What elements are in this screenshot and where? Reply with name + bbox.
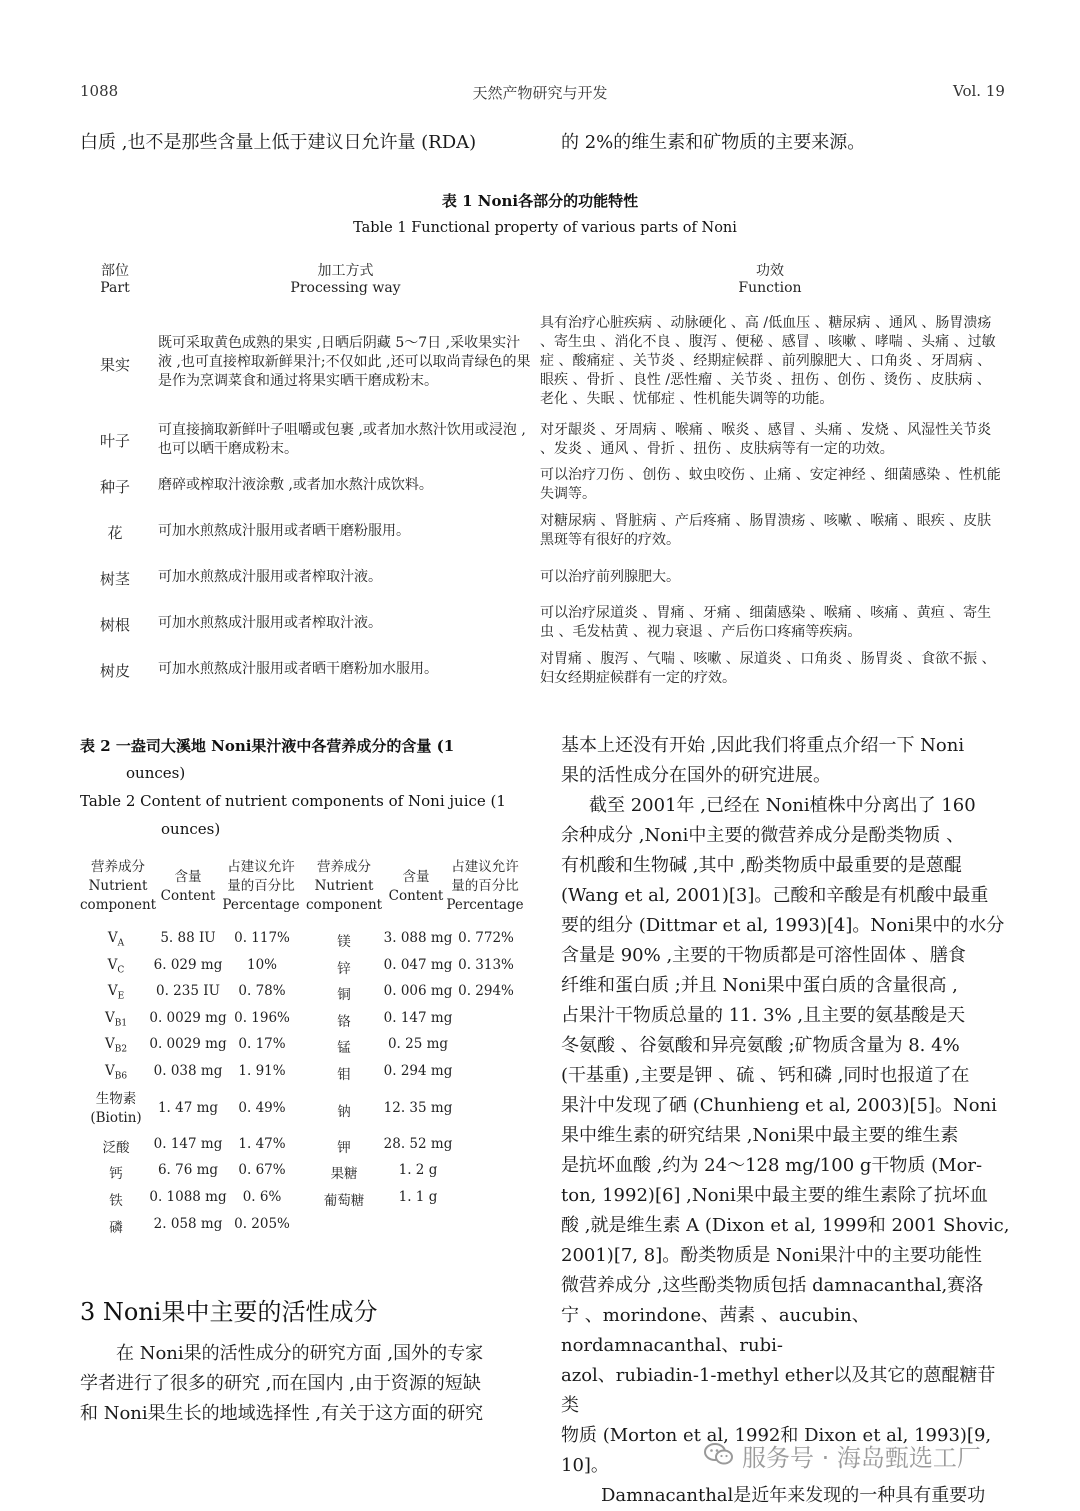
table1-row-processing: 可加水煎熬成汁服用或者榨取汁液。 (158, 615, 382, 631)
right-line: 要的组分 (Dittmar et al, 1993)[4]。Noni果中的水分 (561, 915, 1005, 936)
header-content-en: Content (388, 888, 444, 904)
header-part-cn: 部位 (101, 263, 129, 279)
right-line: 截至 2001年 ,已经在 Noni植株中分离出了 160 (589, 795, 976, 816)
table2-pct: 1. 91% (238, 1063, 286, 1079)
table1-row-processing: 可加水煎熬成汁服用或者晒干磨粉服用。 (158, 523, 410, 539)
section-paragraph-line: 学者进行了很多的研究 ,而在国内 ,由于资源的短缺 (80, 1373, 481, 1394)
watermark-text: 服务号 · 海岛甄选工厂 (742, 1444, 981, 1472)
table2-pct: 0. 205% (234, 1216, 290, 1232)
table2-content: 1. 47 mg (157, 1100, 219, 1116)
section-paragraph-line: 在 Noni果的活性成分的研究方面 ,国外的专家 (116, 1343, 484, 1364)
table2-header-pct-right (444, 858, 526, 915)
right-line: 宁 、morindone、茜素 、aucubin、nordamnacanthal、rubi- (561, 1305, 870, 1356)
header-function (540, 260, 1000, 296)
header-nutrient-cn: 营养成分 (317, 859, 371, 875)
right-line: 酸 ,就是维生素 A (Dixon et al, 1999和 2001 Shovic, (561, 1215, 1010, 1236)
header-processing (158, 260, 533, 296)
nutrient-name-en: (Biotin) (90, 1110, 142, 1126)
table2-content: 0. 038 mg (153, 1063, 223, 1079)
header-content-cn: 含量 (402, 869, 430, 885)
watermark (704, 1438, 981, 1473)
header-nutrient-en1: Nutrient (314, 878, 374, 894)
header-content-cn: 含量 (174, 869, 202, 885)
table1-row-part: 树根 (99, 616, 130, 634)
header-pct-cn1: 占建议允许 (227, 859, 295, 875)
table2-nutrient (80, 1063, 152, 1082)
table2-content: 1. 1 g (398, 1189, 438, 1205)
table2-content: 0. 25 mg (387, 1036, 449, 1052)
table2-nutrient: 铁 (109, 1193, 123, 1209)
table2-caption-cn-line2: ounces) (126, 764, 186, 782)
table2-nutrient: 锰 (337, 1040, 351, 1056)
table2-content: 3. 088 mg (383, 930, 453, 946)
right-line: 含量是 90% ,主要的干物质都是可溶性固体 、膳食 (561, 945, 966, 966)
table2-pct: 0. 117% (234, 930, 290, 946)
section-paragraph-line: 和 Noni果生长的地域选择性 ,有关于这方面的研究 (80, 1403, 484, 1424)
nutrient-name: V (104, 1036, 115, 1052)
table2-content: 12. 35 mg (383, 1100, 453, 1116)
table1-caption-en: Table 1 Functional property of various parts of Noni (353, 220, 737, 236)
right-line: 占果汁干物质总量的 11. 3% ,且主要的氨基酸是天 (561, 1005, 966, 1026)
right-line: 是抗坏血酸 ,约为 24～128 mg/100 g干物质 (Mor- (561, 1155, 983, 1176)
nutrient-name: V (107, 957, 118, 973)
header-processing-en: Processing way (290, 280, 401, 296)
table2-nutrient (80, 1036, 152, 1055)
right-line: 余种成分 ,Noni中主要的微营养成分是酚类物质 、 (561, 825, 965, 846)
nutrient-name: V (104, 1063, 115, 1079)
table2-pct: 0. 772% (458, 930, 514, 946)
right-line: 物质 (Morton et al, 1992和 Dixon et al, 1993)[9, 10]。 (561, 1425, 992, 1476)
header-function-en: Function (738, 280, 802, 296)
continued-text-left: 白质 ,也不是那些含量上低于建议日允许量 (RDA) (80, 132, 477, 153)
right-line: 有机酸和生物碱 ,其中 ,酚类物质中最重要的是蒽醌 (561, 855, 962, 876)
table2-nutrient: 钙 (109, 1166, 123, 1182)
header-function-cn: 功效 (756, 263, 784, 279)
table2-nutrient: 铜 (337, 987, 351, 1003)
header-nutrient-en2: component (80, 897, 157, 913)
right-line: ton, 1992)[6] ,Noni果中最主要的维生素除了抗坏血 (561, 1185, 988, 1206)
table2-nutrient: 果糖 (330, 1166, 358, 1182)
right-line: 基本上还没有开始 ,因此我们将重点介绍一下 Noni (561, 735, 965, 756)
table2-content: 0. 0029 mg (149, 1036, 227, 1052)
table1-row-processing: 可加水煎熬成汁服用或者晒干磨粉加水服用。 (158, 661, 438, 677)
table2-nutrient: 钾 (337, 1140, 351, 1156)
header-content-en: Content (160, 888, 216, 904)
continued-text-right: 的 2%的维生素和矿物质的主要来源。 (561, 132, 866, 153)
table1-row-part: 果实 (99, 356, 130, 374)
table2-nutrient: 葡萄糖 (323, 1193, 365, 1209)
table2-content: 0. 047 mg (383, 957, 453, 973)
table1-row-function: 对胃痛 、腹泻 、气喘 、咳嗽 、尿道炎 、口角炎 、肠胃炎 、食欲不振 、妇女经期症候群有一定的疗效。 (540, 651, 996, 686)
table2-pct: 0. 67% (238, 1162, 286, 1178)
right-line: 果汁中发现了硒 (Chunhieng et al, 2003)[5]。Noni (561, 1095, 997, 1116)
nutrient-sub: B6 (114, 1071, 128, 1082)
table2-nutrient: 镁 (337, 934, 351, 950)
nutrient-sub: E (117, 991, 125, 1002)
table1-row-function: 可以治疗尿道炎 、胃痛 、牙痛 、细菌感染 、喉痛 、咳痛 、黄疸 、寄生虫 、毛发枯黄 、视力衰退 、产后伤口疼痛等疾病。 (540, 605, 992, 640)
table2-content: 6. 76 mg (157, 1162, 219, 1178)
table2-caption-cn-line1: 表 2 一盎司大溪地 Noni果汁液中各营养成分的含量 (1 (80, 737, 455, 755)
header-pct-cn1: 占建议允许 (451, 859, 519, 875)
table2-pct: 1. 47% (238, 1136, 286, 1152)
table2-nutrient: 锌 (337, 961, 351, 977)
nutrient-sub: B1 (114, 1018, 128, 1029)
table2-header-nutrient-left (80, 858, 156, 915)
right-line: (Wang et al, 2001)[3]。己酸和辛酸是有机酸中最重 (561, 885, 989, 906)
table1-row-part: 树皮 (99, 662, 130, 680)
table2-content: 0. 1088 mg (149, 1189, 227, 1205)
table2-nutrient (80, 1090, 152, 1128)
table1-row-function: 对糖尿病 、肾脏病 、产后疼痛 、肠胃溃疡 、咳嗽 、喉痛 、眼疾 、皮肤黑斑等有很好的疗效。 (540, 513, 992, 548)
header-processing-cn: 加工方式 (317, 263, 374, 279)
table2-content: 5. 88 IU (160, 930, 216, 946)
table2-content: 28. 52 mg (383, 1136, 453, 1152)
nutrient-sub: A (117, 938, 125, 949)
table2-content: 0. 235 IU (156, 983, 220, 999)
table2-pct: 0. 49% (238, 1100, 286, 1116)
table2-header-nutrient-right (306, 858, 382, 915)
table2-pct: 0. 17% (238, 1036, 286, 1052)
header-pct-en: Percentage (446, 897, 524, 913)
nutrient-sub: C (117, 965, 125, 976)
table2-header-pct-left (220, 858, 302, 915)
volume: Vol. 19 (953, 82, 1005, 100)
table1-row-function: 可以治疗前列腺肥大。 (540, 569, 680, 585)
table1-row-processing: 可加水煎熬成汁服用或者榨取汁液。 (158, 569, 382, 585)
right-line: 冬氨酸 、谷氨酸和异亮氨酸 ;矿物质含量为 8. 4% (561, 1035, 960, 1056)
table1-caption-cn: 表 1 Noni各部分的功能特性 (441, 192, 639, 210)
right-line: Damnacanthal是近年来发现的一种具有重要功 (601, 1485, 986, 1506)
table1-row-part: 种子 (99, 478, 130, 496)
header-pct-cn2: 量的百分比 (227, 878, 295, 894)
table1-row-function: 对牙龈炎 、牙周病 、喉痛 、喉炎 、感冒 、头痛 、发烧 、风湿性关节炎 、发炎 、通风 、骨折 、扭伤 、皮肤病等有一定的功效。 (540, 422, 992, 457)
table1-row-part: 花 (107, 524, 123, 542)
header-pct-cn2: 量的百分比 (451, 878, 519, 894)
nutrient-name: 生物素 (95, 1091, 137, 1107)
table2-pct: 0. 313% (458, 957, 514, 973)
right-line: 微营养成分 ,这些酚类物质包括 damnacanthal,赛洛 (561, 1275, 984, 1296)
table1-row-part: 树茎 (99, 570, 130, 588)
table1-row-processing: 既可采取黄色成熟的果实 ,日晒后阴藏 5～7日 ,采收果实汁液 ,也可直接榨取新鲜果汁;不仅如此 ,还可以取尚青绿色的果是作为烹调菜食和通过将果实晒干磨成粉末。 (158, 335, 531, 389)
table2-pct: 10% (246, 957, 277, 973)
nutrient-name: V (107, 983, 118, 999)
table1-row-function: 可以治疗刀伤 、创伤 、蚊虫咬伤 、止痛 、安定神经 、细菌感染 、性机能失调等。 (540, 467, 1001, 502)
header-nutrient-en1: Nutrient (88, 878, 148, 894)
table2-pct: 0. 6% (242, 1189, 282, 1205)
nutrient-name: V (104, 1010, 115, 1026)
right-line: 果中维生素的研究结果 ,Noni果中最主要的维生素 (561, 1125, 959, 1146)
right-line: 纤维和蛋白质 ;并且 Noni果中蛋白质的含量很高 , (561, 975, 958, 996)
table2-caption-en-line2: ounces) (161, 820, 221, 838)
wechat-icon (704, 1443, 734, 1469)
table2-content: 0. 147 mg (153, 1136, 223, 1152)
header-nutrient-en2: component (306, 897, 383, 913)
table2-header-content-right (386, 868, 446, 906)
right-column (561, 731, 1011, 1511)
table2-content: 2. 058 mg (153, 1216, 223, 1232)
table2-nutrient: 泛酸 (102, 1140, 130, 1156)
page-number: 1088 (80, 82, 119, 100)
table2-nutrient: 铬 (337, 1014, 351, 1030)
right-line: (干基重) ,主要是钾 、硫 、钙和磷 ,同时也报道了在 (561, 1065, 970, 1086)
table2-nutrient: 钠 (337, 1104, 351, 1120)
table2-content: 0. 006 mg (383, 983, 453, 999)
table2-content: 1. 2 g (398, 1162, 438, 1178)
right-line: 2001)[7, 8]。酚类物质是 Noni果汁中的主要功能性 (561, 1245, 982, 1266)
table2-nutrient (80, 983, 152, 1002)
header-nutrient-cn: 营养成分 (91, 859, 145, 875)
table2-nutrient (80, 1010, 152, 1029)
table2-pct: 0. 294% (458, 983, 514, 999)
table2-nutrient: 磷 (109, 1220, 123, 1236)
table1-row-part: 叶子 (99, 432, 130, 450)
nutrient-sub: B2 (114, 1044, 128, 1055)
table2-nutrient (80, 930, 152, 949)
table2-content: 0. 147 mg (383, 1010, 453, 1026)
table2-pct: 0. 78% (238, 983, 286, 999)
right-line: azol、rubiadin-1-methyl ether以及其它的蒽醌糖苷类 (561, 1365, 996, 1416)
table2-caption-en-line1: Table 2 Content of nutrient components of Noni juice (1 (80, 792, 506, 810)
header-part-en: Part (100, 280, 130, 296)
table2-content: 0. 294 mg (383, 1063, 453, 1079)
table2-header-content-left (158, 868, 218, 906)
table2-nutrient: 钼 (337, 1067, 351, 1083)
table2-content: 0. 0029 mg (149, 1010, 227, 1026)
header-part (80, 260, 150, 296)
right-line: 果的活性成分在国外的研究进展。 (561, 765, 831, 786)
nutrient-name: V (107, 930, 118, 946)
table2-nutrient (80, 957, 152, 976)
table2-content: 6. 029 mg (153, 957, 223, 973)
journal-title: 天然产物研究与开发 (472, 84, 608, 102)
table1-row-processing: 磨碎或榨取汁液涂敷 ,或者加水熬汁成饮料。 (158, 477, 433, 493)
header-pct-en: Percentage (222, 897, 300, 913)
table2-pct: 0. 196% (234, 1010, 290, 1026)
section-title: 3 Noni果中主要的活性成分 (80, 1298, 378, 1326)
table1-row-function: 具有治疗心脏疾病 、动脉硬化 、高 /低血压 、糖尿病 、通风 、肠胃溃疡 、寄生虫 、消化不良 、腹泻 、便秘 、感冒 、咳嗽 、哮喘 、头痛 、过敏症 、酸痛症 、关节炎 、经期症候群 、前列腺肥大 、口角炎 、牙周病 、眼疾 、骨折 、良性 /恶性瘤 、关节炎 、扭伤 、创伤 、烫伤 、皮肤病 、老化 、失眠 、忧郁症 、性机能失调等的功能。 (540, 315, 996, 407)
table1-row-processing: 可直接摘取新鲜叶子咀嚼或包裹 ,或者加水熬汁饮用或浸泡 ,也可以晒干磨成粉末。 (158, 422, 526, 457)
